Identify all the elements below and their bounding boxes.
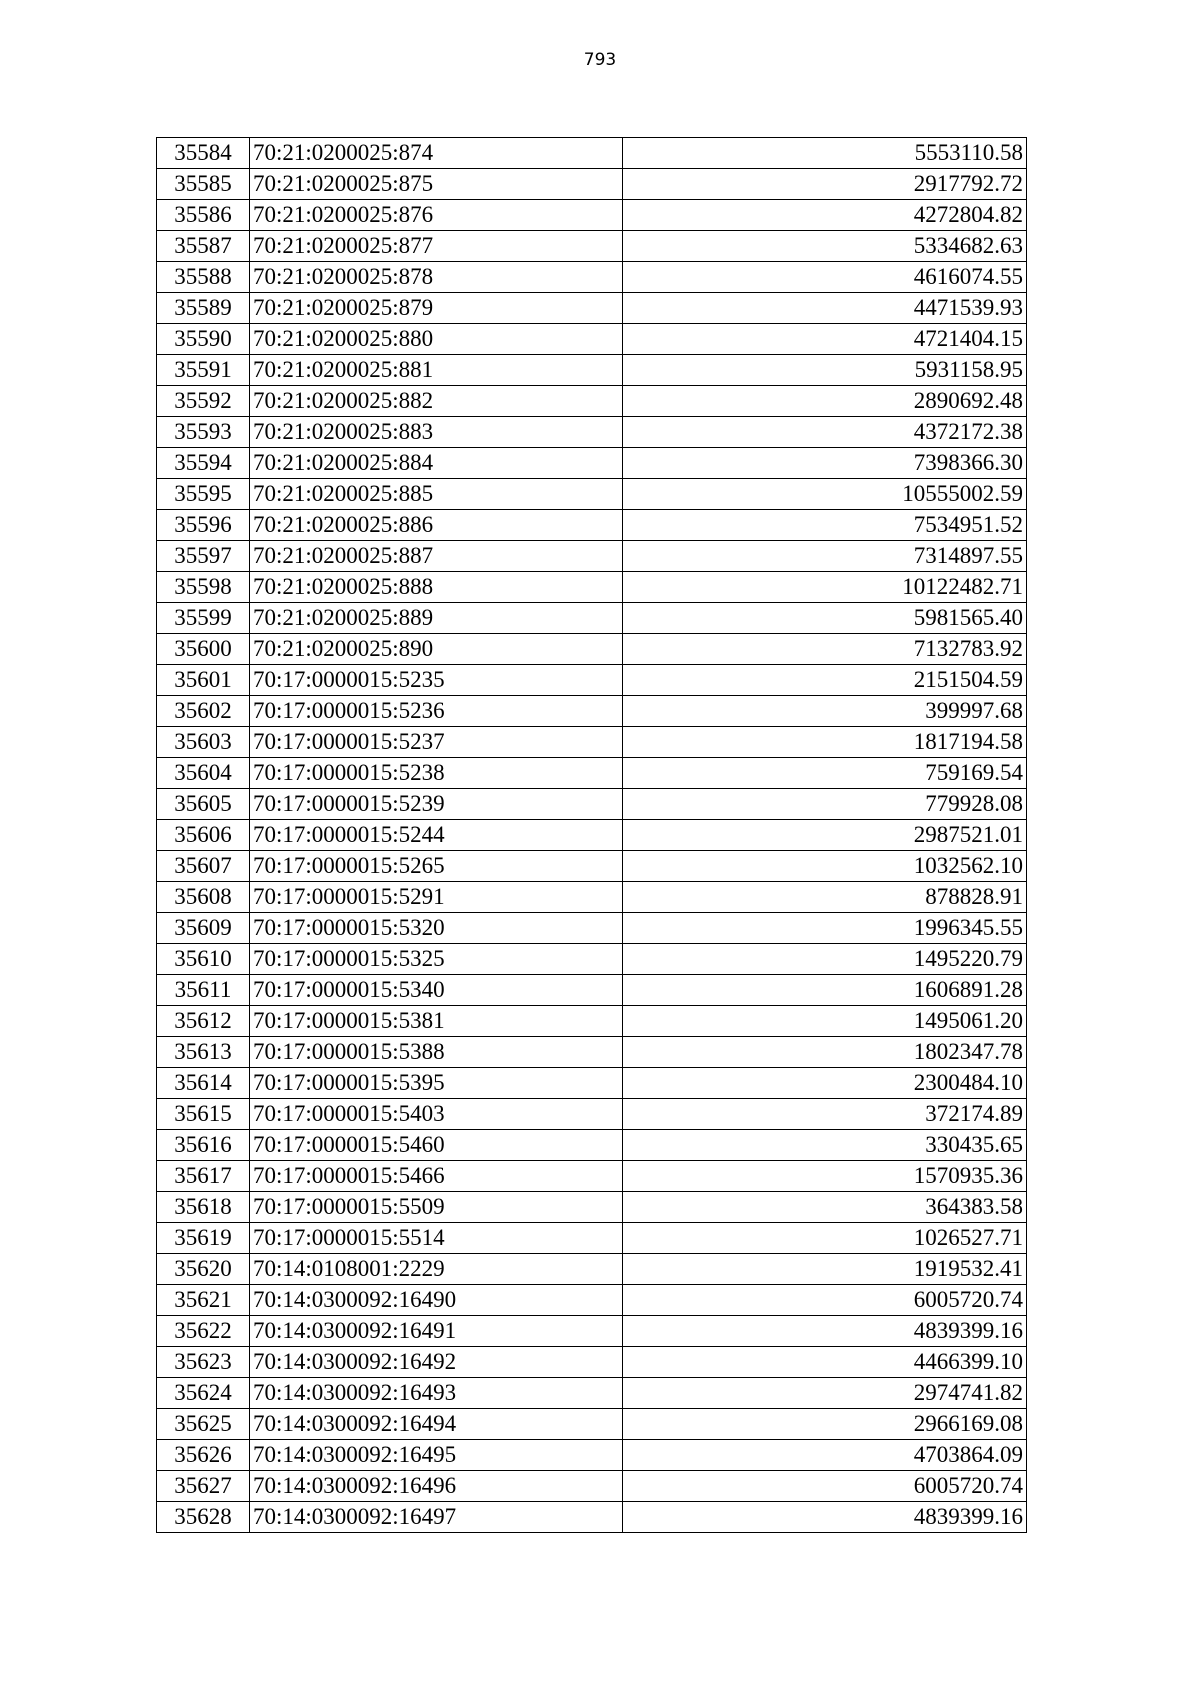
- row-number-cell: 35584: [157, 138, 250, 169]
- cadastral-number-cell: 70:17:0000015:5244: [250, 820, 623, 851]
- row-number-cell: 35593: [157, 417, 250, 448]
- table-row: [157, 1502, 1027, 1533]
- row-number-cell: 35617: [157, 1161, 250, 1192]
- table-row: [157, 231, 1027, 262]
- table-row: [157, 1223, 1027, 1254]
- value-cell: 399997.68: [623, 696, 1027, 727]
- value-cell: 4272804.82: [623, 200, 1027, 231]
- row-number-cell: 35623: [157, 1347, 250, 1378]
- row-number-cell: 35625: [157, 1409, 250, 1440]
- table-row: [157, 634, 1027, 665]
- row-number-cell: 35624: [157, 1378, 250, 1409]
- table-row: [157, 1409, 1027, 1440]
- cadastral-number-cell: 70:21:0200025:885: [250, 479, 623, 510]
- cadastral-number-cell: 70:17:0000015:5239: [250, 789, 623, 820]
- table-row: [157, 541, 1027, 572]
- cadastral-number-cell: 70:14:0300092:16497: [250, 1502, 623, 1533]
- cadastral-number-cell: 70:21:0200025:877: [250, 231, 623, 262]
- cadastral-number-cell: 70:14:0300092:16494: [250, 1409, 623, 1440]
- value-cell: 4372172.38: [623, 417, 1027, 448]
- row-number-cell: 35607: [157, 851, 250, 882]
- value-cell: 4466399.10: [623, 1347, 1027, 1378]
- table-row: [157, 1130, 1027, 1161]
- value-cell: 1032562.10: [623, 851, 1027, 882]
- row-number-cell: 35588: [157, 262, 250, 293]
- value-cell: 5553110.58: [623, 138, 1027, 169]
- value-cell: 2987521.01: [623, 820, 1027, 851]
- row-number-cell: 35605: [157, 789, 250, 820]
- row-number-cell: 35585: [157, 169, 250, 200]
- cadastral-number-cell: 70:21:0200025:881: [250, 355, 623, 386]
- table-row: [157, 262, 1027, 293]
- value-cell: 7398366.30: [623, 448, 1027, 479]
- cadastral-number-cell: 70:14:0300092:16493: [250, 1378, 623, 1409]
- table-row: [157, 293, 1027, 324]
- cadastral-number-cell: 70:17:0000015:5340: [250, 975, 623, 1006]
- cadastral-number-cell: 70:17:0000015:5395: [250, 1068, 623, 1099]
- table-row: [157, 479, 1027, 510]
- table-row: [157, 696, 1027, 727]
- value-cell: 330435.65: [623, 1130, 1027, 1161]
- row-number-cell: 35621: [157, 1285, 250, 1316]
- value-cell: 779928.08: [623, 789, 1027, 820]
- cadastral-number-cell: 70:17:0000015:5236: [250, 696, 623, 727]
- value-cell: 1919532.41: [623, 1254, 1027, 1285]
- cadastral-number-cell: 70:21:0200025:879: [250, 293, 623, 324]
- table-row: [157, 386, 1027, 417]
- table-row: [157, 1285, 1027, 1316]
- value-cell: 2974741.82: [623, 1378, 1027, 1409]
- row-number-cell: 35620: [157, 1254, 250, 1285]
- cadastral-number-cell: 70:21:0200025:882: [250, 386, 623, 417]
- value-cell: 1817194.58: [623, 727, 1027, 758]
- row-number-cell: 35622: [157, 1316, 250, 1347]
- value-cell: 2917792.72: [623, 169, 1027, 200]
- cadastral-number-cell: 70:17:0000015:5265: [250, 851, 623, 882]
- row-number-cell: 35619: [157, 1223, 250, 1254]
- table-row: [157, 789, 1027, 820]
- value-cell: 7314897.55: [623, 541, 1027, 572]
- table-row: [157, 169, 1027, 200]
- table-row: [157, 1254, 1027, 1285]
- cadastral-number-cell: 70:14:0300092:16491: [250, 1316, 623, 1347]
- value-cell: 4471539.93: [623, 293, 1027, 324]
- value-cell: 10122482.71: [623, 572, 1027, 603]
- row-number-cell: 35587: [157, 231, 250, 262]
- value-cell: 364383.58: [623, 1192, 1027, 1223]
- table-body: [157, 138, 1027, 1533]
- value-cell: 2890692.48: [623, 386, 1027, 417]
- table-row: [157, 758, 1027, 789]
- table-row: [157, 820, 1027, 851]
- table-row: [157, 572, 1027, 603]
- value-cell: 5931158.95: [623, 355, 1027, 386]
- table-row: [157, 665, 1027, 696]
- value-cell: 372174.89: [623, 1099, 1027, 1130]
- row-number-cell: 35606: [157, 820, 250, 851]
- value-cell: 2966169.08: [623, 1409, 1027, 1440]
- cadastral-number-cell: 70:21:0200025:886: [250, 510, 623, 541]
- row-number-cell: 35603: [157, 727, 250, 758]
- value-cell: 4703864.09: [623, 1440, 1027, 1471]
- table-row: [157, 944, 1027, 975]
- cadastral-number-cell: 70:21:0200025:878: [250, 262, 623, 293]
- value-cell: 1026527.71: [623, 1223, 1027, 1254]
- cadastral-number-cell: 70:14:0300092:16496: [250, 1471, 623, 1502]
- row-number-cell: 35627: [157, 1471, 250, 1502]
- row-number-cell: 35594: [157, 448, 250, 479]
- cadastral-number-cell: 70:21:0200025:884: [250, 448, 623, 479]
- value-cell: 7534951.52: [623, 510, 1027, 541]
- cadastral-number-cell: 70:17:0000015:5388: [250, 1037, 623, 1068]
- table-row: [157, 851, 1027, 882]
- cadastral-number-cell: 70:17:0000015:5509: [250, 1192, 623, 1223]
- table-row: [157, 1316, 1027, 1347]
- row-number-cell: 35595: [157, 479, 250, 510]
- value-cell: 5981565.40: [623, 603, 1027, 634]
- table-row: [157, 510, 1027, 541]
- cadastral-number-cell: 70:14:0108001:2229: [250, 1254, 623, 1285]
- cadastral-value-table: [156, 137, 1027, 1533]
- row-number-cell: 35613: [157, 1037, 250, 1068]
- value-cell: 2151504.59: [623, 665, 1027, 696]
- table-row: [157, 355, 1027, 386]
- row-number-cell: 35599: [157, 603, 250, 634]
- value-cell: 1996345.55: [623, 913, 1027, 944]
- value-cell: 1570935.36: [623, 1161, 1027, 1192]
- table-row: [157, 1037, 1027, 1068]
- row-number-cell: 35590: [157, 324, 250, 355]
- row-number-cell: 35608: [157, 882, 250, 913]
- row-number-cell: 35597: [157, 541, 250, 572]
- table-row: [157, 882, 1027, 913]
- row-number-cell: 35616: [157, 1130, 250, 1161]
- value-cell: 878828.91: [623, 882, 1027, 913]
- table-row: [157, 975, 1027, 1006]
- row-number-cell: 35609: [157, 913, 250, 944]
- value-cell: 4839399.16: [623, 1502, 1027, 1533]
- cadastral-number-cell: 70:21:0200025:875: [250, 169, 623, 200]
- cadastral-number-cell: 70:17:0000015:5325: [250, 944, 623, 975]
- row-number-cell: 35602: [157, 696, 250, 727]
- value-cell: 1606891.28: [623, 975, 1027, 1006]
- row-number-cell: 35589: [157, 293, 250, 324]
- value-cell: 7132783.92: [623, 634, 1027, 665]
- table-row: [157, 200, 1027, 231]
- row-number-cell: 35601: [157, 665, 250, 696]
- row-number-cell: 35600: [157, 634, 250, 665]
- row-number-cell: 35591: [157, 355, 250, 386]
- value-cell: 10555002.59: [623, 479, 1027, 510]
- table-row: [157, 1068, 1027, 1099]
- cadastral-number-cell: 70:21:0200025:888: [250, 572, 623, 603]
- row-number-cell: 35615: [157, 1099, 250, 1130]
- cadastral-number-cell: 70:17:0000015:5514: [250, 1223, 623, 1254]
- cadastral-number-cell: 70:17:0000015:5460: [250, 1130, 623, 1161]
- cadastral-number-cell: 70:21:0200025:883: [250, 417, 623, 448]
- value-cell: 1802347.78: [623, 1037, 1027, 1068]
- table-row: [157, 1378, 1027, 1409]
- value-cell: 4721404.15: [623, 324, 1027, 355]
- value-cell: 759169.54: [623, 758, 1027, 789]
- value-cell: 2300484.10: [623, 1068, 1027, 1099]
- cadastral-number-cell: 70:21:0200025:874: [250, 138, 623, 169]
- cadastral-number-cell: 70:21:0200025:890: [250, 634, 623, 665]
- value-cell: 4839399.16: [623, 1316, 1027, 1347]
- cadastral-number-cell: 70:17:0000015:5403: [250, 1099, 623, 1130]
- cadastral-number-cell: 70:14:0300092:16492: [250, 1347, 623, 1378]
- value-cell: 4616074.55: [623, 262, 1027, 293]
- row-number-cell: 35586: [157, 200, 250, 231]
- cadastral-number-cell: 70:14:0300092:16490: [250, 1285, 623, 1316]
- value-cell: 5334682.63: [623, 231, 1027, 262]
- table-row: [157, 1347, 1027, 1378]
- table-row: [157, 1192, 1027, 1223]
- cadastral-number-cell: 70:21:0200025:876: [250, 200, 623, 231]
- table-row: [157, 1099, 1027, 1130]
- row-number-cell: 35628: [157, 1502, 250, 1533]
- table-row: [157, 324, 1027, 355]
- row-number-cell: 35612: [157, 1006, 250, 1037]
- row-number-cell: 35604: [157, 758, 250, 789]
- cadastral-number-cell: 70:21:0200025:880: [250, 324, 623, 355]
- value-cell: 1495061.20: [623, 1006, 1027, 1037]
- table-row: [157, 417, 1027, 448]
- cadastral-number-cell: 70:21:0200025:889: [250, 603, 623, 634]
- row-number-cell: 35598: [157, 572, 250, 603]
- table-row: [157, 727, 1027, 758]
- table-row: [157, 603, 1027, 634]
- cadastral-number-cell: 70:17:0000015:5237: [250, 727, 623, 758]
- table-row: [157, 1161, 1027, 1192]
- cadastral-number-cell: 70:17:0000015:5235: [250, 665, 623, 696]
- cadastral-number-cell: 70:17:0000015:5238: [250, 758, 623, 789]
- row-number-cell: 35610: [157, 944, 250, 975]
- row-number-cell: 35611: [157, 975, 250, 1006]
- table-row: [157, 1440, 1027, 1471]
- table-row: [157, 138, 1027, 169]
- cadastral-number-cell: 70:17:0000015:5466: [250, 1161, 623, 1192]
- row-number-cell: 35626: [157, 1440, 250, 1471]
- value-cell: 6005720.74: [623, 1471, 1027, 1502]
- value-cell: 6005720.74: [623, 1285, 1027, 1316]
- table-row: [157, 1471, 1027, 1502]
- row-number-cell: 35614: [157, 1068, 250, 1099]
- row-number-cell: 35596: [157, 510, 250, 541]
- cadastral-number-cell: 70:17:0000015:5291: [250, 882, 623, 913]
- table-row: [157, 1006, 1027, 1037]
- page-number: 793: [583, 50, 617, 70]
- cadastral-number-cell: 70:17:0000015:5381: [250, 1006, 623, 1037]
- value-cell: 1495220.79: [623, 944, 1027, 975]
- cadastral-number-cell: 70:14:0300092:16495: [250, 1440, 623, 1471]
- row-number-cell: 35618: [157, 1192, 250, 1223]
- row-number-cell: 35592: [157, 386, 250, 417]
- cadastral-number-cell: 70:17:0000015:5320: [250, 913, 623, 944]
- cadastral-number-cell: 70:21:0200025:887: [250, 541, 623, 572]
- table-row: [157, 913, 1027, 944]
- table-row: [157, 448, 1027, 479]
